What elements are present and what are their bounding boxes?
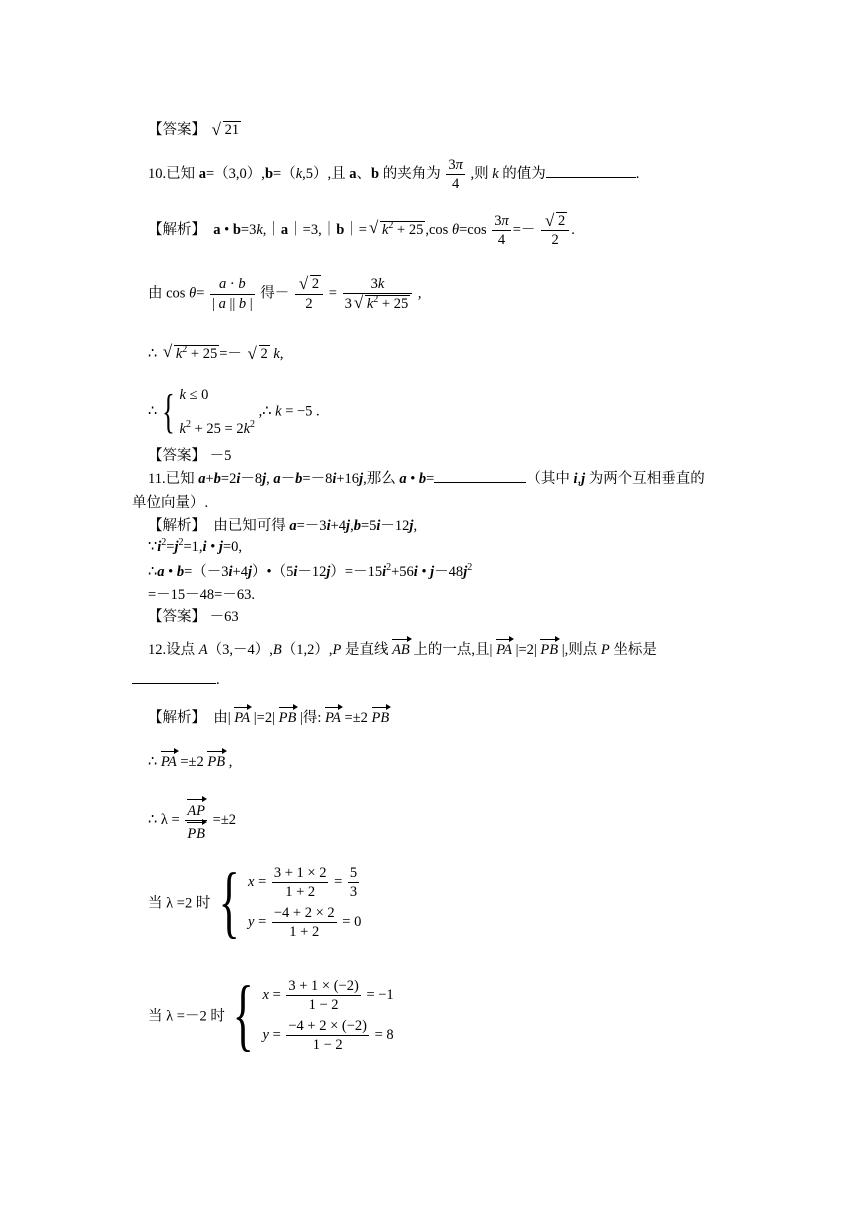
solution-label: 【解析】	[148, 221, 206, 238]
problem-11-solution-3: ∴a • $b=(-3i+4j)•(5i-12j)=-15i^2+56i$ • $j-48j^2$	[148, 562, 473, 580]
problem-10-solution-3: ∴ √ $k^2 + 25$ =－ √ 2 k,	[148, 342, 283, 363]
problem-10-solution-1: 【解析】 a • b=3k,｜a｜=3,｜b｜=√ $k^2 + 25$ ,cos θ=cos $\frac{3\pi}{4}$ =－ √ $\frac{2}{2}$ .	[148, 212, 575, 249]
sqrt-answer-9: √ 21	[212, 122, 242, 139]
problem-12-case-1: 当 λ =2 时 { x = $\frac{3 + 1 \times 2}{1 + 2}$ = $\frac{5}{3}$ y = $\frac{-4 + 2 \times 2}{1 + 2}$ = 0	[148, 858, 362, 946]
problem-12-solution-2: ∴ PA =±2 PB ,	[148, 750, 232, 771]
problem-11-solution-2: $\because i^2=j^2=1,i$ • j=0,	[148, 537, 242, 555]
answer-11: 【答案】 －63	[148, 609, 239, 625]
problem-11-solution-4: =－15－48=－63.	[148, 587, 255, 603]
problem-12-question: 12.设点 A（3,－4）,B（1,2）,P 是直线 AB 上的一点,且| PA |=2| PB |,则点 P 坐标是	[148, 638, 657, 659]
answer-10: 【答案】 －5	[148, 448, 232, 464]
problem-10-solution-2: 由 cos θ= $\frac{a \cdot b}{| a || b |}$ 得－ √ $\frac{2}{2}$ = $\frac{3k}{3√ k^2 + 25}$ ,	[148, 275, 421, 313]
problem-10-solution-4: ∴ { k ≤ 0 $k^2 + 25 = 2k^2$ ,∴ k = −5 .	[148, 384, 320, 438]
problem-10-question: 10.已知 a=（3,0）,b=（k,5）,且 a、b 的夹角为 $\frac{3\pi}{4}$ ,则 k 的值为 .	[148, 157, 640, 193]
problem-12-solution-3: ∴ λ = $\frac{AP}{PB}$ =±2	[148, 798, 236, 843]
problem-11-question-2: 单位向量）.	[132, 495, 209, 511]
problem-12-solution-1: 【解析】 由| PA |=2| PB |得: PA =±2 PB	[148, 706, 389, 727]
problem-12-case-2: 当 λ =－2 时 { x = $\frac{3 + 1 \times (-2)}{1 - 2}$ = −1 y = $\frac{-4 + 2 \times (-2)}{1 - 2}$ = 8	[148, 971, 394, 1059]
angle-fraction: $\frac{3\pi}{4}$	[448, 157, 463, 193]
problem-11-solution-1: 【解析】 由已知可得 a=－3i+4j,b=5i－12j,	[148, 518, 418, 534]
answer-9	[148, 118, 241, 139]
problem-11-question-1: 11.已知 a+b=2i－8j, a－b=－8i+16j,那么 a • b= （其中 i,j 为两个互相垂直的	[148, 471, 705, 487]
problem-12-blank: .	[132, 672, 220, 689]
answer-label: 【答案】	[148, 122, 206, 138]
